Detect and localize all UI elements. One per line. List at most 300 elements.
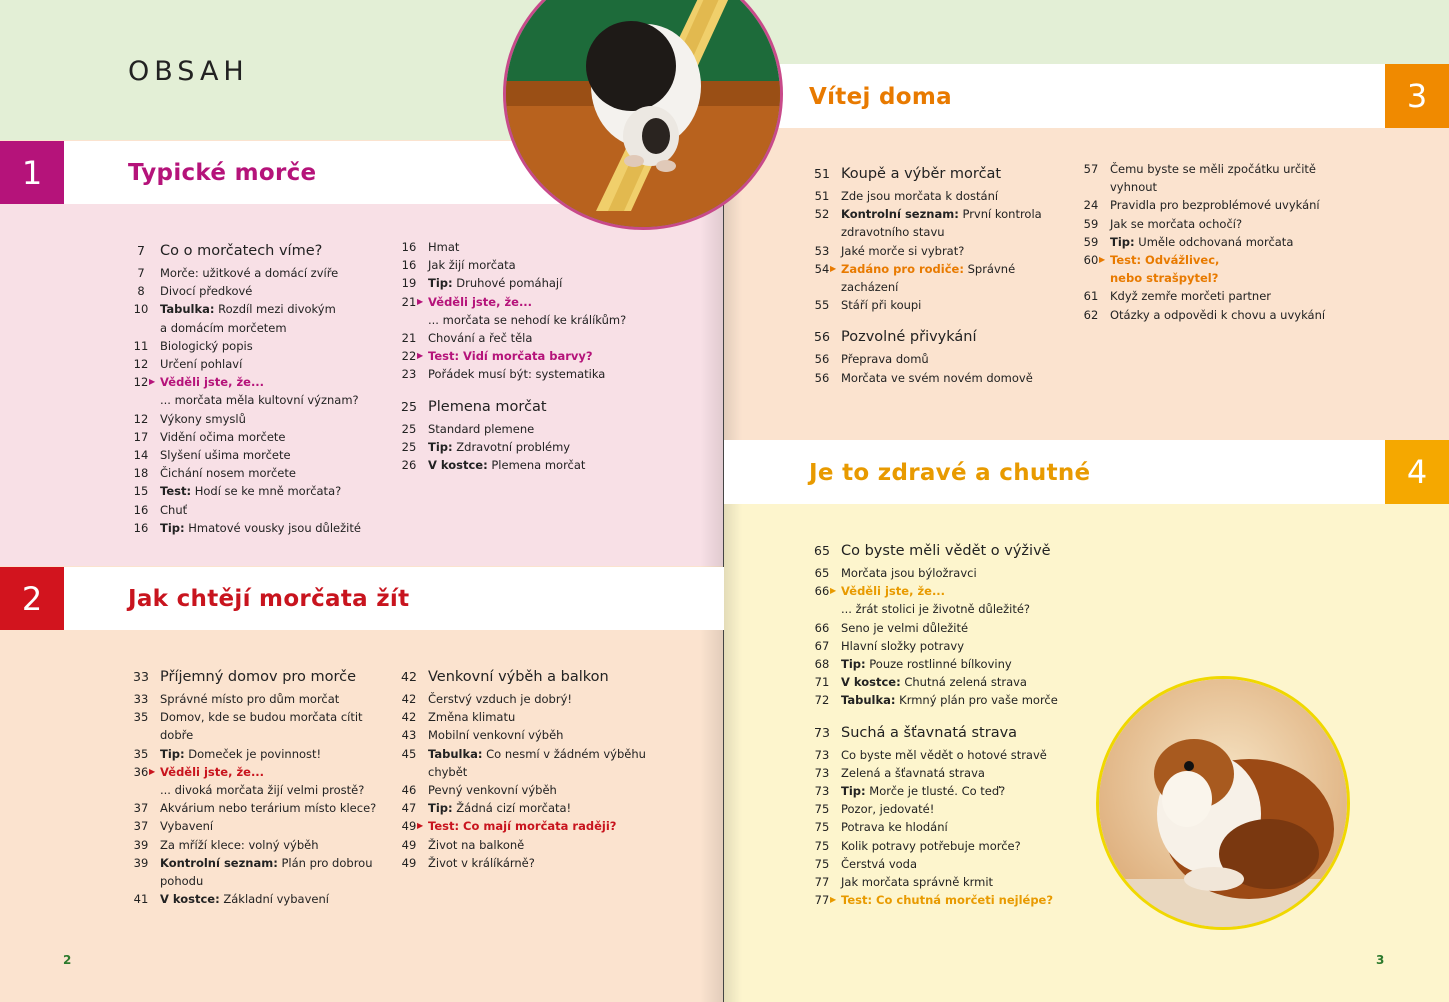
toc-entry[interactable] (122, 763, 382, 781)
toc-entry[interactable] (122, 872, 382, 890)
toc-entry[interactable] (390, 329, 640, 347)
toc-entry-text-rest: Správné (963, 261, 1016, 276)
toc-page-number: 21 (401, 331, 417, 346)
toc-entry-text: Hmatové vousky jsou důležité (184, 520, 361, 535)
toc-entry-text: Žádná cizí morčata! (452, 801, 572, 816)
toc-entry-text: nebo strašpytel? (1110, 271, 1219, 286)
toc-entry-text: Určení pohlaví (160, 357, 243, 372)
toc-page-number: 56 (814, 352, 830, 367)
toc-page-number: 73 (814, 747, 830, 762)
toc-page-number: 12 (133, 411, 149, 426)
toc-page-number: 16 (401, 258, 417, 273)
toc-arrow-icon: ▶ (149, 766, 156, 776)
toc-page-number: 12 (133, 357, 149, 372)
section4-title: Je to zdravé a chutné (809, 460, 1091, 486)
toc-page-number: 71 (814, 675, 830, 690)
section3-column-2 (1072, 160, 1332, 324)
toc-entry-text: Kolik potravy potřebuje morče? (841, 838, 1021, 853)
toc-page-number: 72 (814, 693, 830, 708)
toc-entry[interactable] (803, 637, 1063, 655)
toc-entry-label: Tip: (428, 439, 453, 454)
toc-page-number: 47 (401, 801, 417, 816)
toc-page-number: 56 (814, 329, 830, 345)
toc-entry[interactable] (803, 818, 1063, 836)
toc-entry[interactable] (803, 746, 1063, 764)
toc-entry[interactable] (803, 564, 1063, 582)
toc-entry-text: Čerstvá voda (841, 856, 918, 871)
toc-arrow-icon: ▶ (830, 263, 837, 273)
toc-entry-text: Zde jsou morčata k dostání (841, 189, 999, 203)
toc-entry-text: Věděli jste, že... (428, 294, 533, 309)
toc-entry-text: zdravotního stavu (841, 225, 945, 240)
toc-entry[interactable] (390, 726, 650, 744)
toc-page-number: 11 (133, 338, 149, 353)
toc-entry[interactable] (1072, 287, 1332, 305)
toc-entry[interactable] (122, 410, 382, 428)
toc-entry[interactable] (803, 187, 1053, 205)
toc-chapter-heading[interactable] (122, 666, 382, 688)
section4-number: 4 (1385, 440, 1449, 504)
toc-entry[interactable] (390, 238, 640, 256)
toc-entry[interactable] (122, 264, 382, 282)
toc-entry[interactable] (122, 464, 382, 482)
toc-page-number: 24 (1083, 198, 1099, 213)
toc-page-number: 68 (814, 657, 830, 672)
toc-entry-text: Věděli jste, že... (841, 584, 946, 599)
toc-page-number: 77 (814, 893, 830, 908)
toc-entry[interactable] (803, 350, 1053, 368)
toc-entry[interactable] (122, 799, 382, 817)
toc-entry[interactable] (122, 836, 382, 854)
toc-page-number: 42 (401, 710, 417, 725)
toc-entry[interactable] (122, 501, 382, 519)
toc-page-number: 59 (1083, 234, 1099, 249)
toc-entry[interactable] (122, 854, 382, 872)
toc-gap (390, 384, 640, 396)
toc-entry-label: Tabulka: (841, 693, 896, 708)
toc-entry[interactable] (1072, 269, 1332, 287)
toc-page-number: 73 (814, 765, 830, 780)
toc-entry[interactable] (390, 745, 650, 763)
toc-page-number: 42 (401, 692, 417, 706)
toc-entry[interactable] (1072, 215, 1332, 233)
toc-page-number: 75 (814, 820, 830, 835)
toc-page-number: 25 (401, 421, 417, 436)
toc-entry[interactable] (803, 600, 1063, 618)
toc-entry-text: Standard plemene (428, 421, 535, 436)
toc-page-number: 65 (814, 566, 830, 580)
toc-entry-text: Test: Vidí morčata barvy? (428, 349, 593, 364)
section1-number: 1 (0, 141, 64, 204)
section1-column-2 (390, 238, 640, 474)
toc-entry[interactable] (803, 782, 1063, 800)
toc-entry[interactable] (803, 764, 1063, 782)
toc-page-number: 73 (814, 784, 830, 799)
guinea-pig-photo-bottom (1096, 676, 1350, 930)
toc-entry-text: Morčata jsou býložravci (841, 566, 977, 580)
toc-page-number: 51 (814, 189, 830, 203)
toc-entry-text: Koupě a výběr morčat (841, 166, 1002, 182)
toc-entry-text: Zdravotní problémy (452, 439, 571, 454)
toc-entry[interactable] (803, 296, 1053, 314)
toc-page-number: 46 (401, 783, 417, 798)
toc-page-number: 7 (137, 266, 145, 280)
toc-entry-text: Uměle odchovaná morčata (1134, 234, 1294, 249)
toc-page-number: 59 (1083, 216, 1099, 231)
toc-entry-text: Plán pro dobrou (277, 855, 373, 870)
toc-chapter-heading[interactable] (390, 396, 640, 418)
toc-entry[interactable] (122, 781, 382, 799)
section2-title: Jak chtějí morčata žít (128, 586, 410, 612)
toc-entry-text: Chování a řeč těla (428, 331, 533, 346)
toc-entry-text: Mobilní venkovní výběh (428, 728, 564, 743)
toc-entry-text: Akvárium nebo terárium místo klece? (160, 801, 377, 816)
toc-page-number: 16 (133, 520, 149, 535)
toc-entry[interactable] (803, 223, 1053, 241)
toc-page-number: 18 (133, 466, 149, 481)
toc-page-number: 25 (401, 439, 417, 454)
toc-entry-text: Co o morčatech víme? (160, 243, 323, 259)
toc-entry-text: Pouze rostlinné bílkoviny (865, 657, 1012, 672)
section1-column-1 (122, 240, 382, 537)
toc-page-number: 75 (814, 856, 830, 871)
toc-entry[interactable] (803, 242, 1053, 260)
toc-entry[interactable] (390, 274, 640, 292)
toc-entry-text: zacházení (841, 280, 899, 295)
toc-entry[interactable] (1072, 178, 1332, 196)
toc-arrow-icon: ▶ (1099, 255, 1106, 265)
toc-entry-label: Tip: (841, 784, 866, 799)
toc-entry-text: Jaké morče si vybrat? (841, 243, 965, 258)
toc-entry[interactable] (803, 855, 1063, 873)
toc-entry-text: Otázky a odpovědi k chovu a uvykání (1110, 307, 1326, 322)
toc-page-number: 57 (1083, 162, 1099, 176)
toc-entry-label: Kontrolní seznam: (160, 855, 278, 870)
toc-arrow-icon: ▶ (149, 377, 156, 387)
toc-entry[interactable] (122, 817, 382, 835)
toc-entry-label: V kostce: (841, 675, 901, 690)
toc-entry[interactable] (390, 690, 650, 708)
toc-entry-text: Vybavení (160, 819, 214, 834)
toc-entry[interactable] (122, 300, 382, 318)
toc-entry-label: Tip: (160, 746, 185, 761)
toc-page-number: 23 (401, 367, 417, 382)
toc-entry[interactable] (803, 655, 1063, 673)
toc-page-number: 53 (814, 243, 830, 258)
toc-entry[interactable] (803, 837, 1063, 855)
toc-page-number: 12 (133, 375, 149, 390)
toc-entry-text: Čemu byste se měli zpočátku určitě (1110, 162, 1317, 176)
toc-entry[interactable] (803, 278, 1053, 296)
toc-entry[interactable] (390, 256, 640, 274)
toc-entry-text: Změna klimatu (428, 710, 516, 725)
toc-entry[interactable] (390, 799, 650, 817)
section3-title: Vítej doma (809, 84, 952, 110)
toc-entry[interactable] (390, 836, 650, 854)
toc-entry-text: Krmný plán pro vaše morče (895, 693, 1058, 708)
contents-title: OBSAH (128, 56, 249, 87)
toc-entry-label: Kontrolní seznam: (841, 207, 959, 222)
toc-entry-text: Přeprava domů (841, 352, 929, 367)
toc-entry[interactable] (390, 763, 650, 781)
toc-page-number: 49 (401, 855, 417, 870)
toc-page-number: 21 (401, 294, 417, 309)
toc-arrow-icon: ▶ (830, 895, 837, 905)
toc-page-number: 37 (133, 801, 149, 816)
toc-page-number: 49 (401, 819, 417, 834)
toc-page-number: 7 (137, 243, 145, 258)
toc-entry-text: Rozdíl mezi divokým (214, 302, 336, 317)
toc-chapter-heading[interactable] (803, 540, 1063, 562)
section3-number: 3 (1385, 64, 1449, 128)
toc-entry-text: Zelená a šťavnatá strava (841, 765, 985, 780)
toc-chapter-heading[interactable] (122, 240, 382, 262)
toc-entry-text: Venkovní výběh a balkon (428, 669, 609, 685)
toc-page-number: 33 (133, 692, 149, 706)
toc-entry-text: První kontrola (958, 207, 1042, 222)
toc-entry-text: Pevný venkovní výběh (428, 783, 557, 798)
toc-entry-text: Čichání nosem morčete (160, 466, 296, 481)
toc-entry-text: Hmat (428, 240, 460, 254)
toc-entry-text: Jak se morčata ochočí? (1110, 216, 1243, 231)
toc-entry-text: Jak žijí morčata (428, 258, 516, 273)
toc-entry-text: Test: Co mají morčata raději? (428, 819, 617, 834)
toc-entry-text: Základní vybavení (219, 892, 329, 907)
toc-gap (803, 710, 1063, 722)
toc-page-number: 39 (133, 855, 149, 870)
toc-entry-text: ... divoká morčata žijí velmi prostě? (160, 783, 365, 798)
toc-entry[interactable] (390, 365, 640, 383)
toc-entry-text: vyhnout (1110, 180, 1158, 195)
toc-entry-text: Domeček je povinnost! (184, 746, 322, 761)
toc-entry-text: Domov, kde se budou morčata cítit (160, 710, 363, 725)
toc-entry[interactable] (122, 391, 382, 409)
toc-page-number: 35 (133, 746, 149, 761)
toc-entry-text: Věděli jste, že... (160, 764, 265, 779)
toc-entry-label: Tip: (1110, 234, 1135, 249)
toc-entry-text: Morče je tlusté. Co teď? (865, 784, 1006, 799)
toc-entry-text: ... žrát stolici je životně důležité? (841, 602, 1031, 617)
toc-entry[interactable] (390, 311, 640, 329)
toc-page-number: 26 (401, 458, 417, 473)
toc-page-number: 22 (401, 349, 417, 364)
toc-entry[interactable] (1072, 233, 1332, 251)
right-top-green-band (724, 0, 1449, 64)
toc-page-number: 66 (814, 584, 830, 599)
toc-entry[interactable] (122, 319, 382, 337)
toc-page-number: 45 (401, 746, 417, 761)
toc-page-number: 75 (814, 802, 830, 817)
toc-arrow-icon: ▶ (417, 351, 424, 361)
section3-column-1 (803, 163, 1053, 387)
toc-entry[interactable] (122, 355, 382, 373)
toc-page-number: 54 (814, 261, 830, 276)
toc-entry-label: V kostce: (160, 892, 220, 907)
toc-chapter-heading[interactable] (803, 163, 1053, 185)
toc-page-number: 36 (133, 764, 149, 779)
section2-number: 2 (0, 567, 64, 630)
toc-entry[interactable] (122, 373, 382, 391)
toc-entry[interactable] (803, 260, 1053, 278)
toc-page-number: 8 (137, 284, 145, 299)
toc-entry-text: Hlavní složky potravy (841, 638, 965, 653)
page-number-right: 3 (1376, 953, 1385, 967)
toc-page-number: 55 (814, 298, 830, 313)
toc-gap (803, 314, 1053, 326)
toc-page-number: 16 (401, 240, 417, 254)
toc-entry-text: Test: Co chutná morčeti nejlépe? (841, 893, 1054, 908)
page-number-left: 2 (63, 953, 72, 967)
toc-entry-text: Seno je velmi důležité (841, 620, 969, 635)
toc-entry[interactable] (803, 800, 1063, 818)
toc-entry[interactable] (390, 293, 640, 311)
toc-entry[interactable] (1072, 160, 1332, 178)
toc-page-number: 37 (133, 819, 149, 834)
toc-chapter-heading[interactable] (390, 666, 650, 688)
toc-entry[interactable] (1072, 306, 1332, 324)
toc-entry-text: Čerstvý vzduch je dobrý! (428, 692, 573, 706)
toc-entry[interactable] (390, 781, 650, 799)
toc-entry-text: chybět (428, 764, 468, 779)
toc-page-number: 67 (814, 638, 830, 653)
toc-entry[interactable] (122, 482, 382, 500)
section1-title: Typické morče (128, 160, 317, 186)
toc-entry-text: Chuť (160, 502, 188, 517)
toc-entry-text: Život na balkoně (428, 837, 525, 852)
toc-entry-text: Věděli jste, že... (160, 375, 265, 390)
toc-page-number: 49 (401, 837, 417, 852)
toc-arrow-icon: ▶ (417, 296, 424, 306)
toc-entry-text: Příjemný domov pro morče (160, 669, 357, 685)
toc-entry-text: Potrava ke hlodání (841, 820, 948, 835)
toc-entry-text: pohodu (160, 874, 204, 889)
toc-entry-text: a domácím morčetem (160, 320, 287, 335)
toc-entry[interactable] (122, 282, 382, 300)
toc-entry[interactable] (390, 420, 640, 438)
toc-entry[interactable] (390, 347, 640, 365)
toc-entry-label: V kostce: (428, 458, 488, 473)
toc-entry[interactable] (122, 428, 382, 446)
toc-arrow-icon: ▶ (830, 586, 837, 596)
toc-entry[interactable] (390, 438, 640, 456)
toc-page-number: 19 (401, 276, 417, 291)
toc-entry-text: Hodí se ke mně morčata? (191, 484, 342, 499)
toc-entry[interactable] (122, 690, 382, 708)
toc-page-number: 17 (133, 429, 149, 444)
toc-page-number: 41 (133, 892, 149, 907)
toc-entry-text: Jak morčata správně krmit (841, 875, 994, 890)
toc-entry-text: Vidění očima morčete (160, 429, 286, 444)
toc-entry-text: Chutná zelená strava (900, 675, 1027, 690)
toc-entry-label: Tabulka: (428, 746, 483, 761)
toc-entry-label: Tip: (428, 801, 453, 816)
toc-entry-text: Morčata ve svém novém domově (841, 370, 1033, 385)
toc-entry[interactable] (122, 446, 382, 464)
toc-entry[interactable] (122, 337, 382, 355)
toc-chapter-heading[interactable] (803, 722, 1063, 744)
toc-entry-text: Zadáno pro rodiče: (841, 261, 964, 276)
toc-entry-text: Plemena morčat (428, 398, 547, 415)
toc-entry-text: Slyšení ušima morčete (160, 448, 291, 463)
toc-entry-label: Tip: (160, 520, 185, 535)
toc-page-number: 43 (401, 728, 417, 743)
toc-page-number: 39 (133, 837, 149, 852)
toc-page-number: 51 (814, 166, 830, 181)
toc-entry-text: Za mříží klece: volný výběh (160, 837, 319, 852)
toc-entry-text: Druhové pomáhají (452, 276, 563, 291)
toc-entry[interactable] (122, 890, 382, 908)
toc-chapter-heading[interactable] (803, 326, 1053, 348)
toc-entry[interactable] (1072, 251, 1332, 269)
toc-entry-text: dobře (160, 728, 194, 743)
toc-entry-text: Suchá a šťavnatá strava (841, 724, 1018, 741)
toc-entry[interactable] (803, 369, 1053, 387)
toc-entry[interactable] (122, 708, 382, 726)
toc-page-number: 14 (133, 448, 149, 463)
toc-page-number: 65 (814, 543, 830, 558)
toc-entry-label: Test: (160, 484, 192, 499)
toc-page-number: 25 (401, 398, 417, 414)
toc-entry-text: Když zemře morčeti partner (1110, 289, 1272, 304)
toc-entry[interactable] (1072, 196, 1332, 214)
toc-entry[interactable] (390, 817, 650, 835)
toc-page-number: 77 (814, 875, 830, 890)
toc-entry-text: Co nesmí v žádném výběhu (482, 746, 646, 761)
toc-entry-text: Stáří při koupi (841, 298, 922, 313)
toc-page-number: 75 (814, 838, 830, 853)
toc-entry-text: Pravidla pro bezproblémové uvykání (1110, 198, 1320, 213)
toc-entry-text: Biologický popis (160, 338, 253, 353)
toc-page-number: 42 (401, 669, 417, 684)
toc-page-number: 52 (814, 207, 830, 222)
toc-entry[interactable] (803, 673, 1063, 691)
toc-entry[interactable] (390, 708, 650, 726)
toc-page-number: 10 (133, 302, 149, 317)
toc-entry-label: Tip: (428, 276, 453, 291)
toc-entry[interactable] (390, 456, 640, 474)
toc-entry-text: Pozvolné přivykání (841, 329, 977, 346)
toc-entry[interactable] (390, 854, 650, 872)
toc-page-number: 66 (814, 620, 830, 635)
toc-entry[interactable] (803, 873, 1063, 891)
toc-entry[interactable] (803, 205, 1053, 223)
toc-entry-label: Tip: (841, 657, 866, 672)
toc-page-number: 60 (1083, 253, 1099, 268)
toc-entry-text: Plemena morčat (487, 458, 586, 473)
toc-entry[interactable] (803, 619, 1063, 637)
toc-page-number: 56 (814, 370, 830, 385)
toc-page-number: 15 (133, 484, 149, 499)
toc-entry-text: Co byste měl vědět o hotové stravě (841, 747, 1047, 762)
toc-entry[interactable] (803, 891, 1063, 909)
toc-entry-label: Tabulka: (160, 302, 215, 317)
toc-entry[interactable] (803, 582, 1063, 600)
toc-entry[interactable] (122, 745, 382, 763)
toc-entry-text: Test: Odvážlivec, (1110, 253, 1220, 268)
toc-entry-text: Život v králíkárně? (428, 855, 535, 870)
toc-entry[interactable] (803, 691, 1063, 709)
toc-entry-text: Správné místo pro dům morčat (160, 692, 340, 706)
toc-entry-text: Pozor, jedovaté! (841, 802, 935, 817)
section4-column-1 (803, 540, 1063, 909)
toc-page-number: 62 (1083, 307, 1099, 322)
toc-entry-text: ... morčata měla kultovní význam? (160, 393, 359, 408)
section2-column-1 (122, 666, 382, 908)
toc-page-number: 73 (814, 724, 830, 740)
toc-entry[interactable] (122, 726, 382, 744)
toc-entry[interactable] (122, 519, 382, 537)
toc-page-number: 33 (133, 669, 149, 684)
